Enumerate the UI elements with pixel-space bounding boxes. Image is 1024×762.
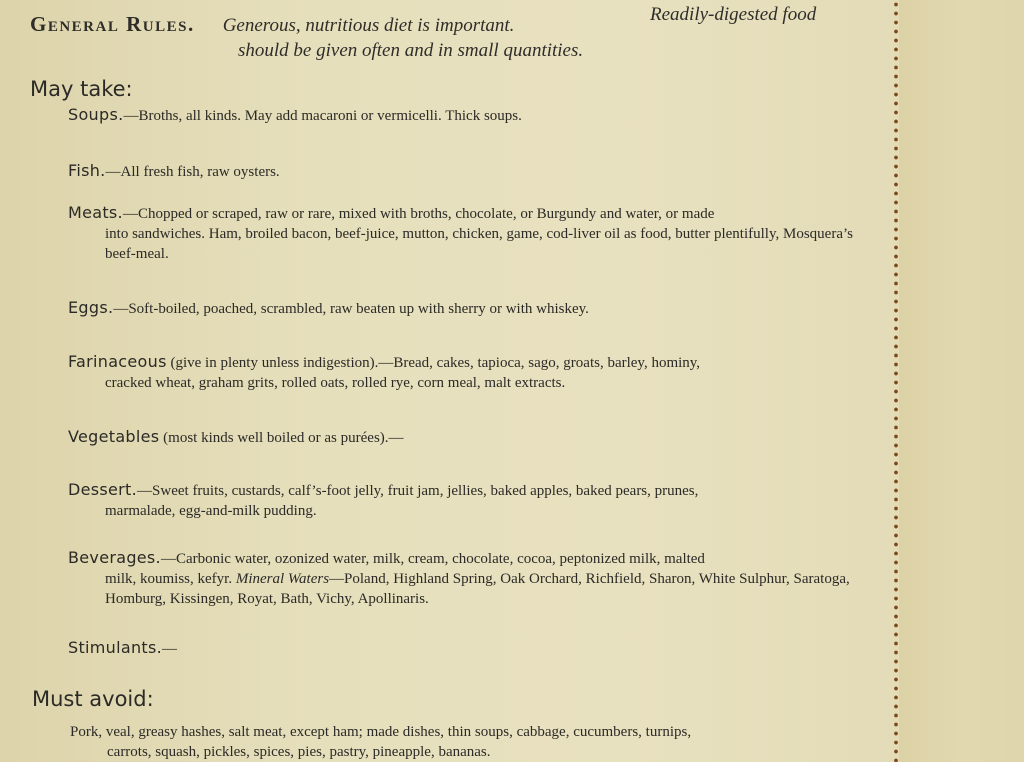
item-lead: Eggs. <box>68 298 114 317</box>
item-lead: Soups. <box>68 105 124 124</box>
item-lead: Fish. <box>68 161 106 180</box>
item-lead: Dessert. <box>68 480 138 499</box>
may-take-heading: May take: <box>30 77 133 101</box>
item-text: —Sweet fruits, custards, calf’s-foot jelly, fruit jam, jellies, baked apples, baked pears, prunes, <box>137 483 699 499</box>
must-avoid-text <box>70 722 875 762</box>
list-item-eggs <box>68 298 873 319</box>
item-text: (most kinds well boiled or as purées).— <box>159 430 404 446</box>
list-item-vegetables <box>68 427 873 448</box>
list-item-meats <box>68 203 873 264</box>
must-avoid-line-1: Pork, veal, greasy hashes, salt meat, except ham; made dishes, thin soups, cabbage, cucumbers, turnips, <box>70 724 692 740</box>
list-item-soups <box>68 105 873 126</box>
item-lead: Beverages. <box>68 548 161 567</box>
general-rules-text-1: Generous, nutritious diet is important. <box>222 15 515 36</box>
general-rules-text-2: should be given often and in small quantities. <box>238 40 584 61</box>
page-edge <box>899 0 1024 762</box>
list-item-beverages <box>68 548 873 609</box>
list-item-farinaceous <box>68 352 873 393</box>
list-item-fish <box>68 161 873 182</box>
item-lead: Stimulants. <box>68 638 162 657</box>
general-rules-text-1b: Readily-digested food <box>650 4 817 25</box>
general-rules-heading: General Rules. <box>30 12 195 36</box>
item-text: —Carbonic water, ozonized water, milk, cream, chocolate, cocoa, peptonized milk, malted <box>160 551 705 567</box>
item-continuation: milk, koumiss, kefyr. Mineral Waters—Poland, Highland Spring, Oak Orchard, Richfield, Sharon, White Sulphur, Saratoga, Homburg, Kissingen, Royat, Bath, Vichy, Apollinaris. <box>105 571 850 607</box>
item-text: —Broths, all kinds. May add macaroni or vermicelli. Thick soups. <box>123 108 522 124</box>
must-avoid-line-2: carrots, squash, pickles, spices, pies, pastry, pineapple, bananas. <box>107 744 491 760</box>
mineral-waters-label: Mineral Waters <box>235 571 330 587</box>
item-continuation: marmalade, egg-and-milk pudding. <box>105 503 317 519</box>
list-item-dessert <box>68 480 873 521</box>
item-text: —Chopped or scraped, raw or rare, mixed with broths, chocolate, or Burgundy and water, or made <box>122 206 715 222</box>
item-lead: Vegetables <box>68 427 160 446</box>
item-continuation: into sandwiches. Ham, broiled bacon, beef-juice, mutton, chicken, game, cod-liver oil as food, butter plentifully, Mosquera’s beef-meal. <box>105 226 853 262</box>
list-item-stimulants <box>68 638 873 659</box>
item-text: — <box>162 641 177 657</box>
item-continuation: cracked wheat, graham grits, rolled oats, rolled rye, corn meal, malt extracts. <box>105 375 566 391</box>
item-lead: Meats. <box>68 203 123 222</box>
item-lead: Farinaceous <box>68 352 167 371</box>
must-avoid-heading: Must avoid: <box>32 687 154 711</box>
item-text: —Soft-boiled, poached, scrambled, raw beaten up with sherry or with whiskey. <box>113 301 589 317</box>
item-text: —All fresh fish, raw oysters. <box>105 164 280 180</box>
item-text: (give in plenty unless indigestion).—Bread, cakes, tapioca, sago, groats, barley, hominy, <box>166 355 701 371</box>
perforation-line <box>893 0 899 762</box>
